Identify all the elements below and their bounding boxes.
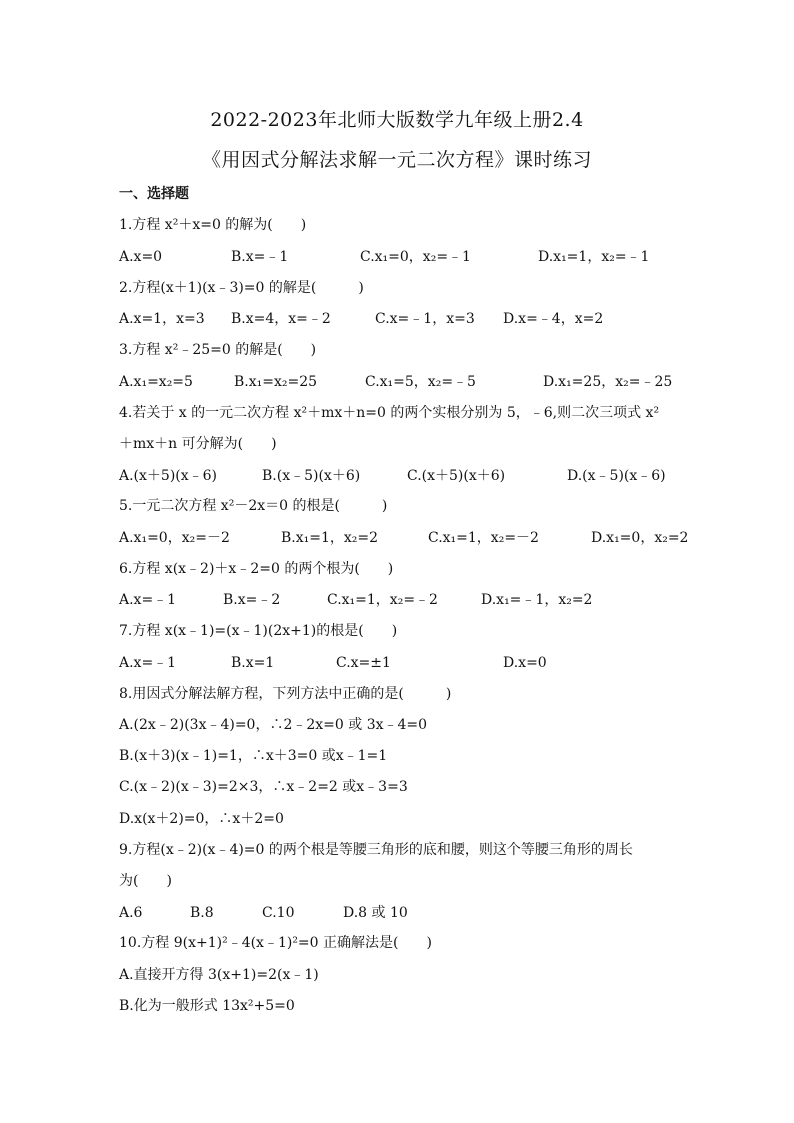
q6-option-c: C.x₁=1，x₂=﹣2: [327, 592, 438, 608]
q5-option-c: C.x₁=1，x₂=－2: [428, 530, 539, 546]
q8-option-d: D.x(x＋2)=0，∴x＋2=0: [119, 811, 284, 827]
q1-option-d: D.x₁=1，x₂=﹣1: [538, 249, 650, 265]
q4-option-c: C.(x＋5)(x＋6): [407, 468, 506, 484]
question-3-stem: 3.方程 x²﹣25=0 的解是( ): [119, 342, 317, 358]
q4-option-a: A.(x＋5)(x﹣6): [119, 468, 218, 484]
q9-option-d: D.8 或 10: [343, 905, 408, 921]
q3-option-b: B.x₁=x₂=25: [234, 374, 318, 390]
q2-option-c: C.x=﹣1，x=3: [375, 311, 475, 327]
q6-option-b: B.x=﹣2: [223, 592, 281, 608]
q1-option-a: A.x=0: [119, 249, 163, 265]
q1-option-b: B.x=﹣1: [231, 249, 289, 265]
q3-option-d: D.x₁=25，x₂=﹣25: [543, 374, 673, 390]
q10-option-a: A.直接开方得 3(x+1)=2(x﹣1): [119, 967, 319, 983]
q10-option-b: B.化为一般形式 13x²+5=0: [119, 998, 295, 1014]
q2-option-b: B.x=4，x=﹣2: [231, 311, 331, 327]
q2-option-d: D.x=﹣4，x=2: [503, 311, 604, 327]
question-4-stem-cont: ＋mx＋n 可分解为( ): [119, 436, 277, 452]
question-8-stem: 8.用因式分解法解方程，下列方法中正确的是( ): [119, 686, 452, 702]
q7-option-d: D.x=0: [503, 655, 547, 671]
section-heading: 一、选择题: [119, 186, 189, 202]
question-2-stem: 2.方程(x＋1)(x﹣3)=0 的解是( ): [119, 280, 364, 296]
document-title-line2: 《用因式分解法求解一元二次方程》课时练习: [201, 149, 592, 171]
q1-option-c: C.x₁=0，x₂=﹣1: [360, 249, 471, 265]
q9-option-a: A.6: [119, 905, 143, 921]
q5-option-a: A.x₁=0，x₂=－2: [119, 530, 230, 546]
q3-option-a: A.x₁=x₂=5: [119, 374, 193, 390]
q8-option-c: C.(x﹣2)(x﹣3)=2×3，∴x﹣2=2 或x﹣3=3: [119, 779, 408, 795]
q6-option-a: A.x=﹣1: [119, 592, 177, 608]
q8-option-a: A.(2x﹣2)(3x﹣4)=0，∴2﹣2x=0 或 3x﹣4=0: [119, 717, 428, 733]
question-6-stem: 6.方程 x(x﹣2)＋x﹣2=0 的两个根为( ): [119, 561, 394, 577]
q6-option-d: D.x₁=﹣1，x₂=2: [481, 592, 593, 608]
question-1-stem: 1.方程 x²＋x=0 的解为( ): [119, 217, 307, 233]
q4-option-d: D.(x﹣5)(x﹣6): [567, 468, 666, 484]
q5-option-b: B.x₁=1，x₂=2: [281, 530, 379, 546]
question-9-stem: 9.方程(x﹣2)(x﹣4)=0 的两个根是等腰三角形的底和腰，则这个等腰三角形的周长: [119, 842, 633, 858]
document-title-line1: 2022-2023年北师大版数学九年级上册2.4: [210, 109, 584, 131]
q8-option-b: B.(x＋3)(x﹣1)=1，∴x＋3=0 或x﹣1=1: [119, 748, 388, 764]
q7-option-c: C.x=±1: [336, 655, 391, 671]
q9-option-c: C.10: [262, 905, 295, 921]
question-9-stem-cont: 为( ): [119, 873, 172, 889]
q7-option-a: A.x=﹣1: [119, 655, 177, 671]
q4-option-b: B.(x﹣5)(x＋6): [262, 468, 361, 484]
q3-option-c: C.x₁=5，x₂=﹣5: [365, 374, 476, 390]
q7-option-b: B.x=1: [231, 655, 275, 671]
q5-option-d: D.x₁=0，x₂=2: [591, 530, 689, 546]
question-7-stem: 7.方程 x(x﹣1)=(x﹣1)(2x+1)的根是( ): [119, 623, 398, 639]
q9-option-b: B.8: [190, 905, 214, 921]
q2-option-a: A.x=1，x=3: [119, 311, 205, 327]
question-10-stem: 10.方程 9(x+1)²﹣4(x﹣1)²=0 正确解法是( ): [119, 935, 432, 951]
question-4-stem: 4.若关于 x 的一元二次方程 x²＋mx＋n=0 的两个实根分别为 5，﹣6,则二次三项式 x²: [119, 405, 660, 421]
question-5-stem: 5.一元二次方程 x²－2x＝0 的根是( ): [119, 498, 388, 514]
